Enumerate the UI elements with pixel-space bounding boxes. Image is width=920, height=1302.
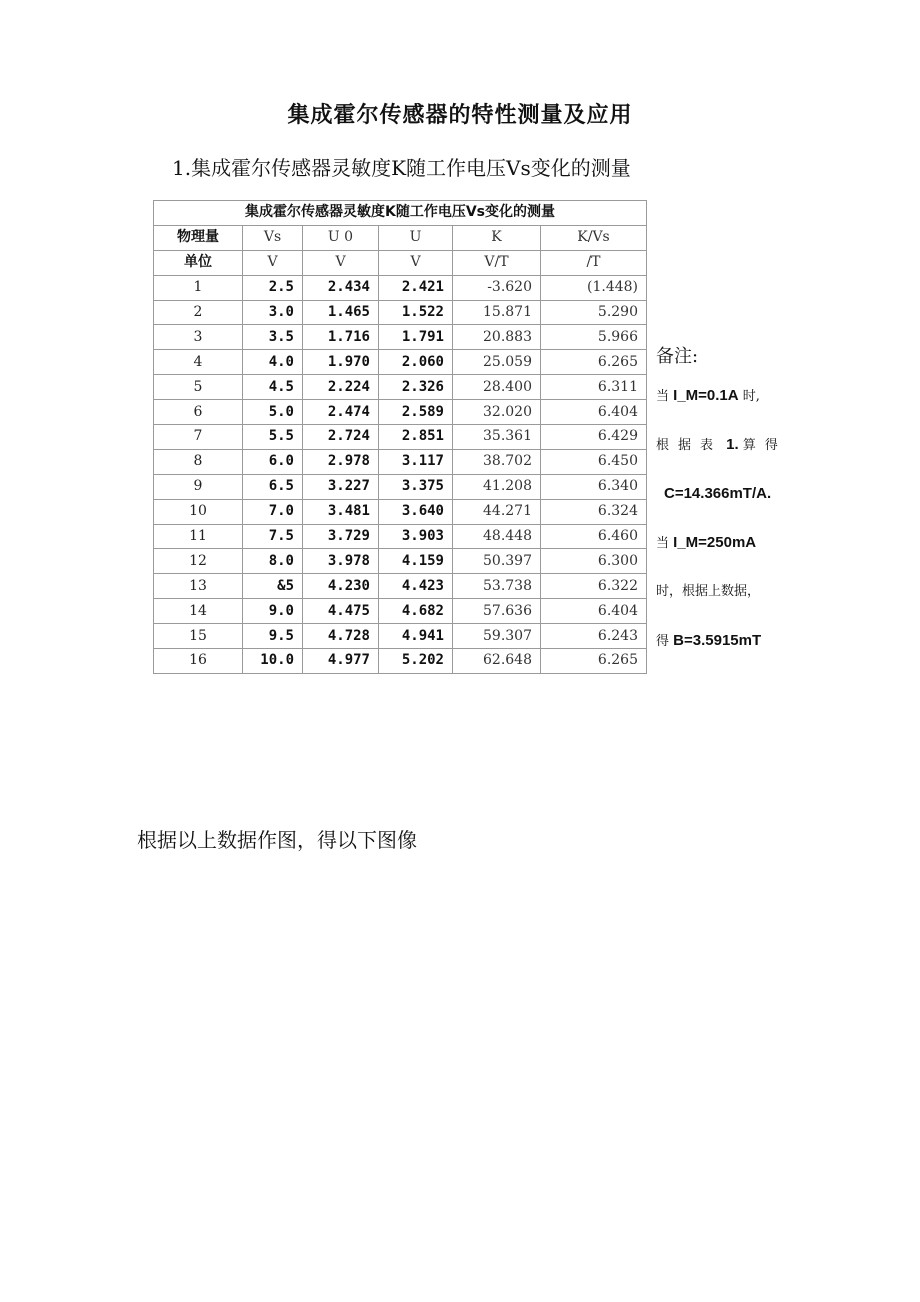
cell-vs: 4.5 bbox=[243, 375, 303, 400]
table-caption: 集成霍尔传感器灵敏度K随工作电压Vs变化的测量 bbox=[154, 201, 647, 226]
remark-line-3 bbox=[656, 484, 906, 533]
table-row bbox=[154, 425, 647, 450]
cell-u: 2.060 bbox=[379, 350, 453, 375]
remark-6-prefix: 得 bbox=[656, 634, 670, 649]
row-index: 10 bbox=[154, 499, 243, 524]
cell-k-vs: 6.265 bbox=[541, 649, 647, 674]
cell-vs: 5.5 bbox=[243, 425, 303, 450]
cell-u: 4.159 bbox=[379, 549, 453, 574]
remark-4-prefix: 当 bbox=[656, 536, 670, 551]
cell-u: 2.589 bbox=[379, 400, 453, 425]
row-index: 14 bbox=[154, 599, 243, 624]
table-row bbox=[154, 574, 647, 599]
cell-k-vs: 6.404 bbox=[541, 400, 647, 425]
remarks-panel bbox=[656, 342, 906, 680]
remark-4-value: I_M=250mA bbox=[673, 534, 757, 551]
cell-u: 4.941 bbox=[379, 624, 453, 649]
cell-u0: 1.716 bbox=[303, 325, 379, 350]
cell-u: 4.423 bbox=[379, 574, 453, 599]
cell-k-vs: 6.450 bbox=[541, 449, 647, 474]
table-row bbox=[154, 499, 647, 524]
header-vs: Vs bbox=[243, 225, 303, 250]
cell-u: 2.421 bbox=[379, 275, 453, 300]
cell-k-vs: 6.404 bbox=[541, 599, 647, 624]
remark-3-value: C=14.366mT/A. bbox=[664, 485, 772, 502]
row-index: 11 bbox=[154, 524, 243, 549]
row-index: 6 bbox=[154, 400, 243, 425]
cell-vs: 5.0 bbox=[243, 400, 303, 425]
row-index: 9 bbox=[154, 474, 243, 499]
cell-k: 25.059 bbox=[453, 350, 541, 375]
body-paragraph: 根据以上数据作图，得以下图像 bbox=[137, 828, 417, 852]
remark-1-suffix: 时, bbox=[742, 389, 760, 404]
cell-u: 1.791 bbox=[379, 325, 453, 350]
remark-2-suffix: 算得 bbox=[742, 438, 787, 453]
remark-6-value: B=3.5915mT bbox=[673, 632, 762, 649]
header-unit: 单位 bbox=[154, 250, 243, 275]
header-k-vs: K/Vs bbox=[541, 225, 647, 250]
row-index: 1 bbox=[154, 275, 243, 300]
cell-k: 38.702 bbox=[453, 449, 541, 474]
cell-k: 44.271 bbox=[453, 499, 541, 524]
remark-line-5 bbox=[656, 582, 906, 631]
cell-u: 5.202 bbox=[379, 649, 453, 674]
table-row bbox=[154, 524, 647, 549]
unit-vs: V bbox=[243, 250, 303, 275]
cell-vs: 7.0 bbox=[243, 499, 303, 524]
cell-u0: 4.728 bbox=[303, 624, 379, 649]
table-row bbox=[154, 599, 647, 624]
cell-u0: 4.977 bbox=[303, 649, 379, 674]
cell-u0: 1.465 bbox=[303, 300, 379, 325]
cell-u0: 4.230 bbox=[303, 574, 379, 599]
row-index: 8 bbox=[154, 449, 243, 474]
cell-vs: 7.5 bbox=[243, 524, 303, 549]
cell-k: 59.307 bbox=[453, 624, 541, 649]
cell-k-vs: 6.460 bbox=[541, 524, 647, 549]
row-index: 5 bbox=[154, 375, 243, 400]
table-row bbox=[154, 325, 647, 350]
section-heading: 1.集成霍尔传感器灵敏度K随工作电压Vs变化的测量 bbox=[172, 156, 631, 180]
table-row bbox=[154, 375, 647, 400]
table-row bbox=[154, 549, 647, 574]
cell-vs: 8.0 bbox=[243, 549, 303, 574]
row-index: 15 bbox=[154, 624, 243, 649]
cell-k: 62.648 bbox=[453, 649, 541, 674]
cell-u: 1.522 bbox=[379, 300, 453, 325]
table-row bbox=[154, 300, 647, 325]
cell-k: 32.020 bbox=[453, 400, 541, 425]
cell-u: 3.640 bbox=[379, 499, 453, 524]
table-row bbox=[154, 350, 647, 375]
remark-1-prefix: 当 bbox=[656, 389, 670, 404]
cell-k: 15.871 bbox=[453, 300, 541, 325]
cell-k-vs: 6.340 bbox=[541, 474, 647, 499]
cell-k-vs: 6.265 bbox=[541, 350, 647, 375]
row-index: 13 bbox=[154, 574, 243, 599]
remark-line-2 bbox=[656, 435, 906, 484]
cell-vs: 9.0 bbox=[243, 599, 303, 624]
table-row bbox=[154, 275, 647, 300]
cell-k: 20.883 bbox=[453, 325, 541, 350]
cell-u: 2.326 bbox=[379, 375, 453, 400]
measurement-table bbox=[153, 200, 647, 674]
cell-k-vs: 6.324 bbox=[541, 499, 647, 524]
unit-k-vs: /T bbox=[541, 250, 647, 275]
cell-k-vs: 6.429 bbox=[541, 425, 647, 450]
cell-vs: 4.0 bbox=[243, 350, 303, 375]
remark-line-4 bbox=[656, 533, 906, 582]
row-index: 3 bbox=[154, 325, 243, 350]
cell-k: 48.448 bbox=[453, 524, 541, 549]
remark-1-value: I_M=0.1A bbox=[673, 387, 739, 404]
remark-2-value: 1. bbox=[726, 436, 739, 453]
unit-u: V bbox=[379, 250, 453, 275]
cell-k-vs: 5.966 bbox=[541, 325, 647, 350]
cell-u: 4.682 bbox=[379, 599, 453, 624]
cell-vs: 6.5 bbox=[243, 474, 303, 499]
quantity-header-row bbox=[154, 225, 647, 250]
cell-k-vs: 6.243 bbox=[541, 624, 647, 649]
table-caption-row bbox=[154, 201, 647, 226]
cell-u0: 3.978 bbox=[303, 549, 379, 574]
cell-u0: 4.475 bbox=[303, 599, 379, 624]
cell-vs: 6.0 bbox=[243, 449, 303, 474]
cell-k-vs: 5.290 bbox=[541, 300, 647, 325]
header-quantity: 物理量 bbox=[154, 225, 243, 250]
cell-k: 28.400 bbox=[453, 375, 541, 400]
cell-k-vs: 6.311 bbox=[541, 375, 647, 400]
cell-u0: 3.227 bbox=[303, 474, 379, 499]
row-index: 12 bbox=[154, 549, 243, 574]
row-index: 7 bbox=[154, 425, 243, 450]
row-index: 2 bbox=[154, 300, 243, 325]
table-row bbox=[154, 400, 647, 425]
cell-vs: 9.5 bbox=[243, 624, 303, 649]
table-row bbox=[154, 624, 647, 649]
cell-u0: 2.474 bbox=[303, 400, 379, 425]
cell-u0: 2.724 bbox=[303, 425, 379, 450]
table-row bbox=[154, 649, 647, 674]
cell-k: 57.636 bbox=[453, 599, 541, 624]
row-index: 4 bbox=[154, 350, 243, 375]
cell-u0: 2.978 bbox=[303, 449, 379, 474]
cell-u: 3.117 bbox=[379, 449, 453, 474]
table-row bbox=[154, 449, 647, 474]
cell-u: 2.851 bbox=[379, 425, 453, 450]
cell-k-vs: 6.300 bbox=[541, 549, 647, 574]
cell-u0: 2.224 bbox=[303, 375, 379, 400]
table-row bbox=[154, 474, 647, 499]
cell-k-vs: (1.448) bbox=[541, 275, 647, 300]
cell-u: 3.903 bbox=[379, 524, 453, 549]
cell-k-vs: 6.322 bbox=[541, 574, 647, 599]
cell-u0: 3.481 bbox=[303, 499, 379, 524]
cell-vs: 3.5 bbox=[243, 325, 303, 350]
document-title: 集成霍尔传感器的特性测量及应用 bbox=[287, 103, 633, 128]
cell-k: -3.620 bbox=[453, 275, 541, 300]
cell-u0: 2.434 bbox=[303, 275, 379, 300]
header-u0: U 0 bbox=[303, 225, 379, 250]
unit-header-row bbox=[154, 250, 647, 275]
cell-u0: 3.729 bbox=[303, 524, 379, 549]
remark-5-text: 时，根据上数据， bbox=[656, 584, 761, 599]
cell-k: 53.738 bbox=[453, 574, 541, 599]
remark-line-6 bbox=[656, 631, 906, 680]
remark-2-text: 根据表 bbox=[656, 438, 723, 453]
cell-vs: 10.0 bbox=[243, 649, 303, 674]
header-u: U bbox=[379, 225, 453, 250]
cell-u: 3.375 bbox=[379, 474, 453, 499]
unit-k: V/T bbox=[453, 250, 541, 275]
unit-u0: V bbox=[303, 250, 379, 275]
cell-u0: 1.970 bbox=[303, 350, 379, 375]
cell-vs: &5 bbox=[243, 574, 303, 599]
header-k: K bbox=[453, 225, 541, 250]
remarks-title: 备注: bbox=[656, 346, 699, 367]
cell-vs: 2.5 bbox=[243, 275, 303, 300]
cell-k: 41.208 bbox=[453, 474, 541, 499]
remark-line-1 bbox=[656, 386, 906, 435]
cell-vs: 3.0 bbox=[243, 300, 303, 325]
cell-k: 50.397 bbox=[453, 549, 541, 574]
row-index: 16 bbox=[154, 649, 243, 674]
cell-k: 35.361 bbox=[453, 425, 541, 450]
